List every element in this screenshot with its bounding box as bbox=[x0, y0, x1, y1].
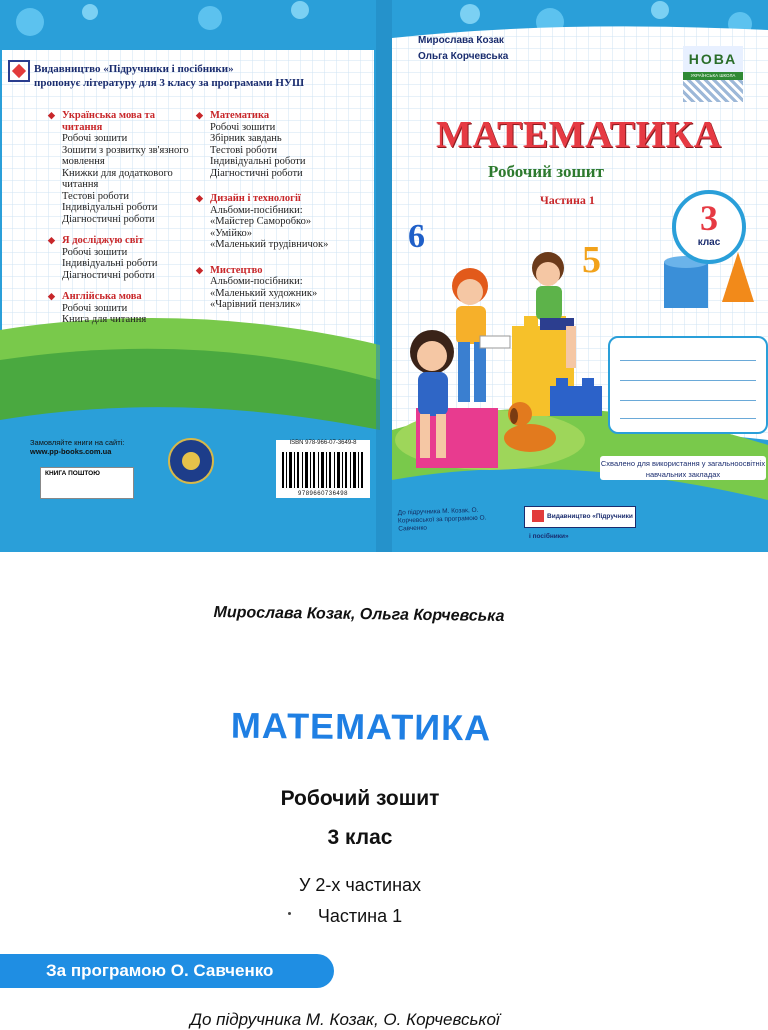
list-item: «Умійко» bbox=[210, 227, 253, 239]
publisher-line: Видавництво «Підручники і посібники» bbox=[34, 63, 234, 75]
program-banner: За програмою О. Савченко bbox=[0, 954, 334, 988]
list-item: «Майстер Саморобко» bbox=[210, 216, 312, 227]
section-heading: ◆ Українська мова та читання bbox=[48, 110, 193, 133]
isbn-text: ISBN 978-966-07-3649-8 bbox=[289, 440, 357, 446]
title-page-grade: 3 клас bbox=[327, 826, 393, 849]
list-item: Тестові роботи bbox=[210, 144, 277, 156]
title-page-textbook: До підручника М. Козак, О. Корчевської bbox=[190, 1010, 500, 1029]
list-item: Робочі зошити bbox=[62, 133, 128, 144]
list-item: Тестові роботи bbox=[62, 190, 129, 202]
title-page-part: Частина 1 bbox=[317, 906, 403, 926]
list-item: Робочі зошити bbox=[210, 121, 276, 133]
grade-number: 3 bbox=[700, 198, 718, 238]
digit-six: 6 bbox=[408, 218, 425, 255]
list-item: Робочі зошити bbox=[62, 302, 128, 314]
list-item: Діагностичні роботи bbox=[62, 269, 155, 281]
author-1: Мирослава Козак bbox=[418, 35, 504, 46]
section-heading: ◆ Англійська мова bbox=[48, 291, 193, 303]
approved-note: Схвалено для використання у загальноосвітніх навчальних закладах bbox=[600, 456, 766, 480]
title-page-authors: Мирослава Козак, Ольга Корчевська bbox=[213, 603, 505, 626]
list-item: Альбоми-посібники: bbox=[210, 204, 303, 216]
right-column bbox=[196, 110, 366, 321]
offer-line: пропонує літературу для 3 класу за програмами НУШ bbox=[34, 77, 305, 89]
section-heading: ◆ Математика bbox=[196, 110, 366, 122]
front-publisher-box bbox=[524, 506, 636, 540]
left-column bbox=[48, 110, 193, 336]
list-item: Індивідуальні роботи bbox=[62, 202, 158, 213]
website-box bbox=[30, 438, 170, 456]
books-by-post-box bbox=[40, 467, 134, 499]
list-item: Індивідуальні роботи bbox=[210, 156, 306, 167]
title-page-parts: У 2-х частинах bbox=[298, 875, 422, 895]
isbn-block bbox=[276, 440, 370, 498]
list-item: Робочі зошити bbox=[62, 246, 128, 258]
grade-word: клас bbox=[697, 237, 721, 248]
cylinder-shape bbox=[664, 262, 708, 308]
list-item: Збірник завдань bbox=[210, 133, 282, 144]
section-heading: ◆ Я досліджую світ bbox=[48, 235, 193, 247]
ministry-seal-icon bbox=[168, 438, 214, 484]
list-item: «Чарівний пензлик» bbox=[210, 299, 301, 310]
list-item: Діагностичні роботи bbox=[62, 213, 155, 225]
textbook-note: До підручника М. Козак, О. Корчевської за програмою О. Савченко bbox=[397, 506, 487, 533]
name-label-box bbox=[608, 336, 768, 434]
list-item: Індивідуальні роботи bbox=[62, 258, 158, 269]
list-item: Альбоми-посібники: bbox=[210, 276, 303, 287]
barcode-digits: 9789660736498 bbox=[298, 491, 348, 497]
list-item: Книжки для додаткового читання bbox=[62, 167, 173, 190]
cover-title: МАТЕМАТИКА bbox=[436, 114, 722, 156]
section-heading: ◆ Мистецтво bbox=[196, 265, 366, 277]
list-item: «Маленький трудівничок» bbox=[210, 239, 329, 250]
grade-badge bbox=[672, 190, 746, 264]
nova-badge-sub: УКРАЇНСЬКА ШКОЛА bbox=[683, 72, 743, 80]
nova-pattern-icon bbox=[683, 80, 743, 102]
list-item: Зошити з розвитку зв'язного мовлення bbox=[62, 144, 189, 167]
nova-badge-title: НОВА bbox=[683, 46, 743, 72]
nova-school-badge bbox=[683, 46, 743, 104]
publisher-logo-icon bbox=[532, 510, 544, 522]
publisher-logo-icon bbox=[8, 60, 30, 82]
list-item: Діагностичні роботи bbox=[210, 167, 303, 179]
list-item: «Маленький художник» bbox=[210, 287, 318, 299]
section-heading: ◆ Дизайн і технології bbox=[196, 193, 366, 205]
title-page-title: МАТЕМАТИКА bbox=[230, 704, 492, 749]
cover-authors bbox=[418, 33, 508, 65]
website-link[interactable]: www.pp-books.com.ua bbox=[30, 447, 112, 456]
front-publisher-label: Видавництво «Підручники і посібники» bbox=[529, 513, 633, 540]
list-item: Книга для читання bbox=[62, 314, 147, 325]
order-text: Замовляйте книги на сайті: bbox=[30, 438, 125, 447]
digit-five: 5 bbox=[582, 239, 601, 281]
books-by-post-label: КНИГА ПОШТОЮ bbox=[45, 470, 100, 477]
cover-subtitle: Робочий зошит bbox=[488, 162, 604, 181]
title-page-subtitle: Робочий зошит bbox=[280, 787, 440, 810]
author-2: Ольга Корчевська bbox=[418, 51, 509, 62]
cover-part: Частина 1 bbox=[540, 193, 595, 207]
